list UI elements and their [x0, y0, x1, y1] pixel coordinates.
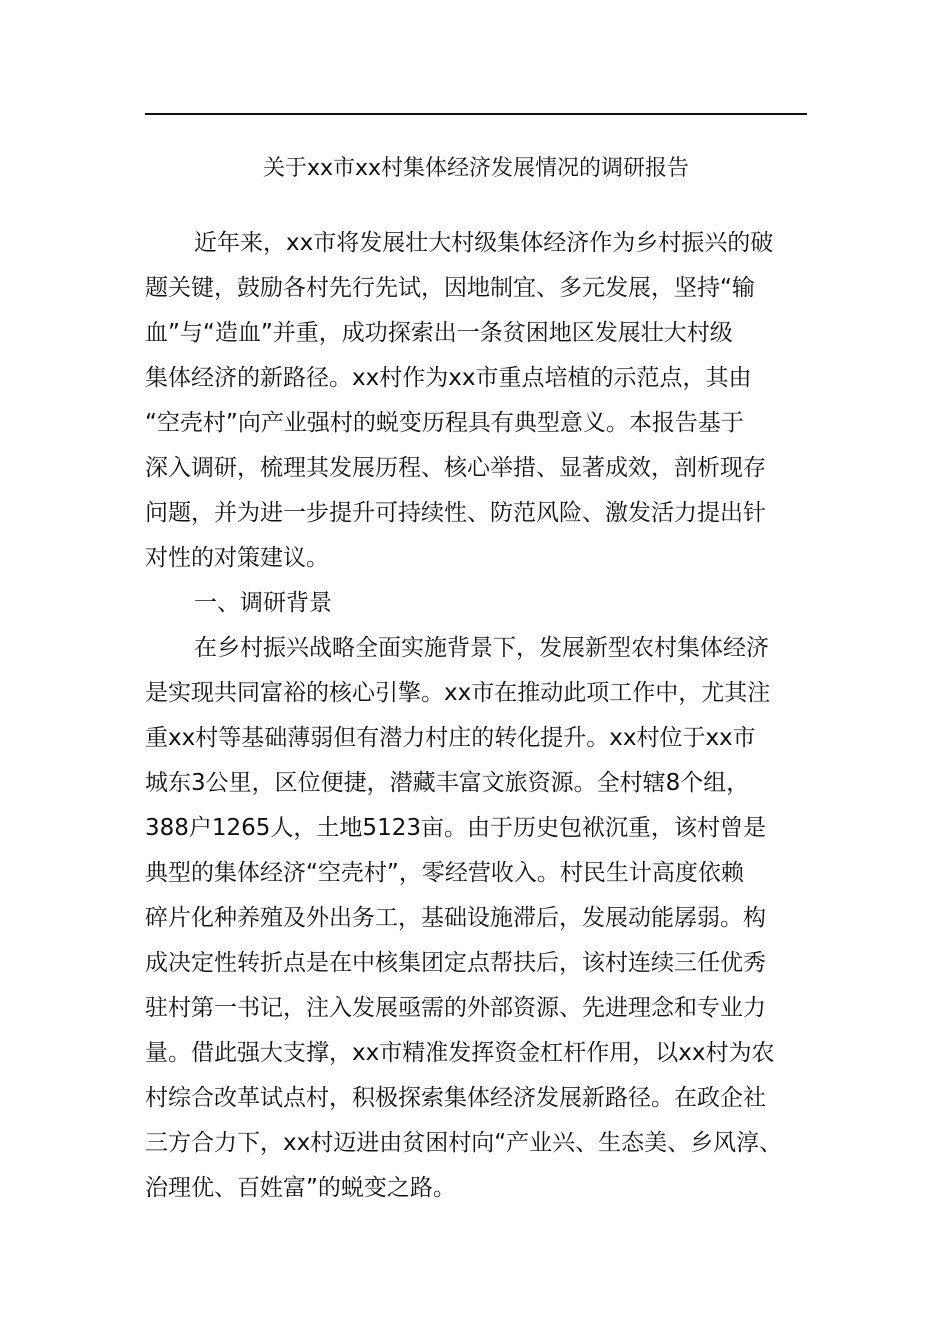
- paragraph-line: 驻村第一书记，注入发展亟需的外部资源、先进理念和专业力: [145, 995, 766, 1021]
- paragraph-line: 深入调研，梳理其发展历程、核心举措、显著成效，剖析现存: [145, 455, 766, 481]
- paragraph-line: 近年来，xx市将发展壮大村级集体经济作为乡村振兴的破: [194, 230, 774, 256]
- document-title: 关于xx市xx村集体经济发展情况的调研报告: [262, 156, 690, 181]
- paragraph-line: 典型的集体经济“空壳村”，零经营收入。村民生计高度依赖: [145, 860, 744, 886]
- paragraph-line: 成决定性转折点是在中核集团定点帮扶后，该村连续三任优秀: [145, 950, 766, 976]
- paragraph-line: 在乡村振兴战略全面实施背景下，发展新型农村集体经济: [194, 635, 769, 661]
- paragraph-line: 三方合力下，xx村迈进由贫困村向“产业兴、生态美、乡风淳、: [145, 1130, 783, 1156]
- paragraph-line: 血”与“造血”并重，成功探索出一条贫困地区发展壮大村级: [145, 320, 733, 346]
- paragraph-line: 集体经济的新路径。xx村作为xx市重点培植的示范点，其由: [145, 365, 752, 391]
- paragraph-line: 村综合改革试点村，积极探索集体经济发展新路径。在政企社: [145, 1085, 766, 1111]
- paragraph-line: 题关键，鼓励各村先行先试，因地制宜、多元发展，坚持“输: [145, 275, 755, 301]
- section-heading: 一、调研背景: [194, 590, 332, 616]
- paragraph-line: 问题，并为进一步提升可持续性、防范风险、激发活力提出针: [145, 500, 766, 526]
- paragraph-line: 碎片化种养殖及外出务工，基础设施滞后，发展动能孱弱。构: [145, 905, 766, 931]
- paragraph-line: 是实现共同富裕的核心引擎。xx市在推动此项工作中，尤其注: [145, 680, 771, 706]
- paragraph-line: 重xx村等基础薄弱但有潜力村庄的转化提升。xx村位于xx市: [145, 725, 756, 751]
- paragraph-line: 388户1265人，土地5123亩。由于历史包袱沉重，该村曾是: [145, 815, 766, 841]
- document-body: [145, 221, 807, 1211]
- paragraph-line: 对性的对策建议。: [145, 545, 329, 571]
- paragraph-line: 量。借此强大支撑，xx市精准发挥资金杠杆作用，以xx村为农: [145, 1040, 775, 1066]
- paragraph-line: “空壳村”向产业强村的蜕变历程具有典型意义。本报告基于: [145, 410, 744, 436]
- paragraph-line: 城东3公里，区位便捷，潜藏丰富文旅资源。全村辖8个组，: [145, 770, 750, 796]
- top-rule: [145, 113, 807, 115]
- paragraph-line: 治理优、百姓富”的蜕变之路。: [145, 1175, 456, 1201]
